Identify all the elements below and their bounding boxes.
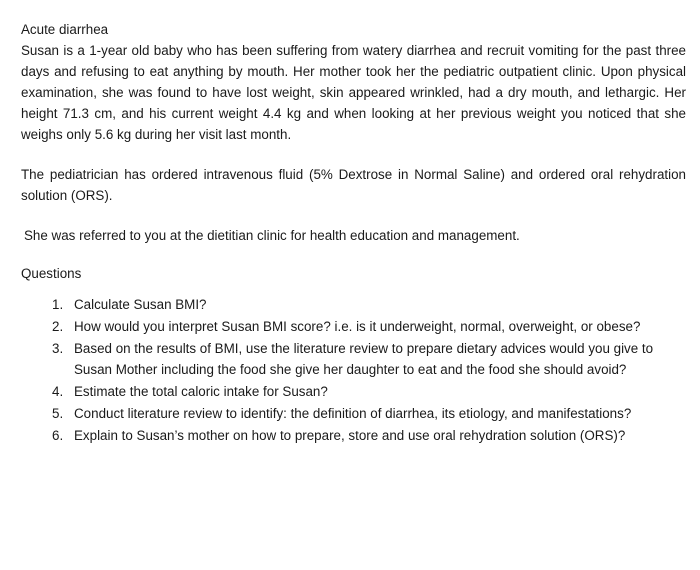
question-number: 3. xyxy=(52,341,64,356)
case-title: Acute diarrhea xyxy=(21,22,109,37)
question-item xyxy=(52,316,686,337)
questions-list xyxy=(21,294,686,446)
question-item xyxy=(52,294,686,315)
question-number: 4. xyxy=(52,384,64,399)
question-item xyxy=(52,403,686,424)
question-text: How would you interpret Susan BMI score? i.e. is it underweight, normal, overweight, or obese? xyxy=(74,319,641,334)
referral-paragraph: She was referred to you at the dietitian clinic for health education and management. xyxy=(24,228,520,243)
question-item xyxy=(52,338,686,380)
question-number: 5. xyxy=(52,406,64,421)
question-number: 2. xyxy=(52,319,64,334)
question-text: Calculate Susan BMI? xyxy=(74,297,207,312)
case-description-paragraph: Susan is a 1-year old baby who has been suffering from watery diarrhea and recruit vomiting for the past three days and refusing to eat anything by mouth. Her mother took her the pediatric outpatient clinic. Upon physical examination, she was found to have lost weight, skin appeared wrinkled, had a dry mouth, and lethargic. Her height 71.3 cm, and his current weight 4.4 kg and when looking at her previous weight you noticed that she weighs only 5.6 kg during her visit last month. xyxy=(21,43,686,142)
treatment-paragraph: The pediatrician has ordered intravenous fluid (5% Dextrose in Normal Saline) and ordered oral rehydration solution (ORS). xyxy=(21,167,686,203)
question-item xyxy=(52,425,686,446)
question-text: Conduct literature review to identify: the definition of diarrhea, its etiology, and manifestations? xyxy=(74,406,632,421)
question-number: 6. xyxy=(52,428,64,443)
question-item xyxy=(52,381,686,402)
question-text: Based on the results of BMI, use the literature review to prepare dietary advices would you give to Susan Mother including the food she give her daughter to eat and the food she should avoid? xyxy=(74,341,654,377)
question-text: Explain to Susan’s mother on how to prepare, store and use oral rehydration solution (ORS)? xyxy=(74,428,626,443)
questions-heading: Questions xyxy=(21,266,82,281)
question-text: Estimate the total caloric intake for Susan? xyxy=(74,384,328,399)
question-number: 1. xyxy=(52,297,64,312)
